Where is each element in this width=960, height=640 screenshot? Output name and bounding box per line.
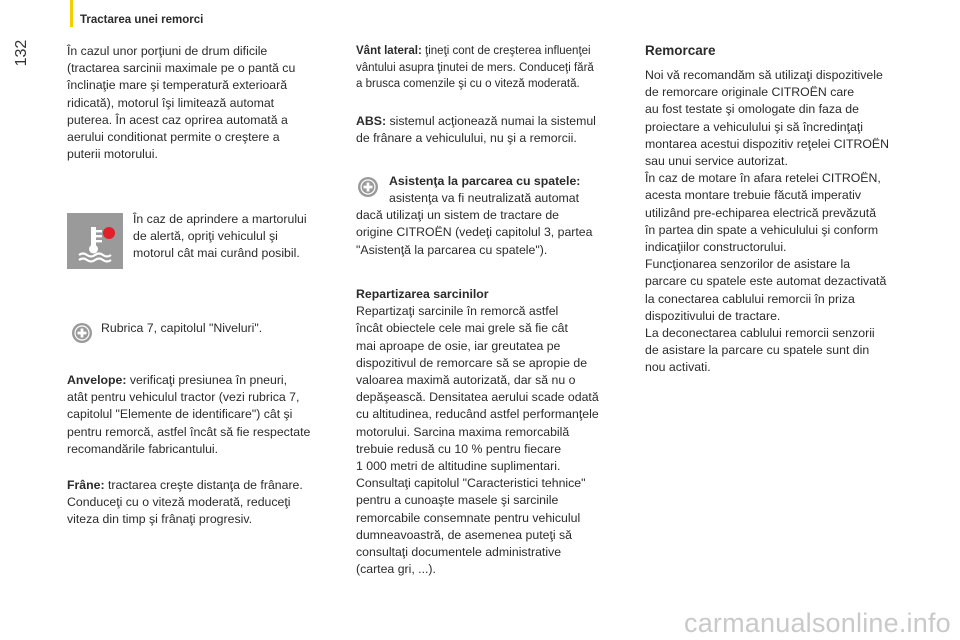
watermark: carmanualsonline.info [684,608,951,638]
towing-heading: Remorcare [645,43,716,58]
tyres-paragraph: Anvelope: verificaţi presiunea în pneuri, atât pentru vehiculul tractor (vezi rubrica 7, capitolul "Elemente de identificare") cât şi pentru remorcă, astfel încât să fie respectate recomandările fabricantului. [67,373,311,456]
crosswind-paragraph: Vânt lateral: ţineţi cont de creşterea influenţei vântului asupra ţinutei de mers. Conduceţi fără a brusca comenzile şi cu o viteză moderată. [356,45,594,91]
intro-paragraph: În cazul unor porţiuni de drum dificile (tractarea sarcinii maximale pe o pantă cu înclinaţie mare şi temperatură exterioară ridicată), motorul îşi limitează automat puterea. În acest caz oprirea automată a aerului conditionat permite o creştere a puterii motorului. [67,44,296,162]
parking-assist-paragraph: asistenţa va fi neutralizată automat dacă utilizaţi un sistem de tractare de origine CITROËN (vedeţi capitolul 3, partea "Asistenţă la parcarea cu spatele"). [356,191,593,257]
abs-paragraph: ABS: sistemul acţionează numai la sistemul de frânare a vehiculului, nu şi a remorcii. [356,114,596,146]
towing-paragraph: Noi vă recomandăm să utilizaţi dispozitivele de remorcare originale CITROËN care au fost testate şi omologate din faza de proiectare a vehiculului şi să încredinţaţi montarea acestui dispozitiv reţelei CITROËN sau unui service autorizat. În caz de motare în afara retelei CITROËN, acesta montare trebuie făcută imperativ utilizând pre-echiparea electrică prevăzută în partea din spate a vehiculului şi conform indicaţiilor constructorului. Funcţionarea senzorilor de asistare la parcare cu spatele este automat dezactivată la conectarea cablului remorcii în priza dispozitivului de tractare. La deconectarea cablului remorcii senzorii de asistare la parcare cu spatele sunt din nou activati. [645,68,889,375]
plus-icon [71,322,93,349]
accent-bar [70,0,73,27]
coolant-temperature-warning-icon [67,213,123,269]
rubric-reference: Rubrica 7, capitolul "Niveluri". [101,321,263,335]
page-number: 132 [13,39,30,67]
warning-paragraph: În caz de aprindere a martorului de alertă, opriţi vehiculul şi motorul cât mai curând posibil. [133,212,307,261]
section-title: Tractarea unei remorci [80,14,204,26]
parking-assist-title: Asistenţa la parcarea cu spatele: [389,174,581,188]
load-distribution-paragraph: Repartizarea sarcinilor Repartizaţi sarcinile în remorcă astfel încât obiectele cele mai grele să fie cât mai aproape de osie, iar greutatea pe dispozitivul de remorcare să se apropie de valoarea maximă autorizată, dar să nu o depăşească. Densitatea aerului scade odată cu altitudinea, reducând astfel performanţele motorului. Sarcina maxima remorcabilă trebuie redusă cu 10 % pentru fiecare 1 000 metri de altitudine suplimentari. Consultaţi capitolul "Caracteristici tehnice" pentru a cunoaşte masele şi sarcinile remorcabile consemnate pentru vehiculul dumneavoastră, de asemenea puteţi să consultaţi documentele administrative (cartea gri, ...). [356,287,599,577]
brakes-paragraph: Frâne: tractarea creşte distanţa de frânare. Conduceţi cu o viteză moderată, reduceţi viteza din timp şi frânaţi progresiv. [67,478,303,527]
